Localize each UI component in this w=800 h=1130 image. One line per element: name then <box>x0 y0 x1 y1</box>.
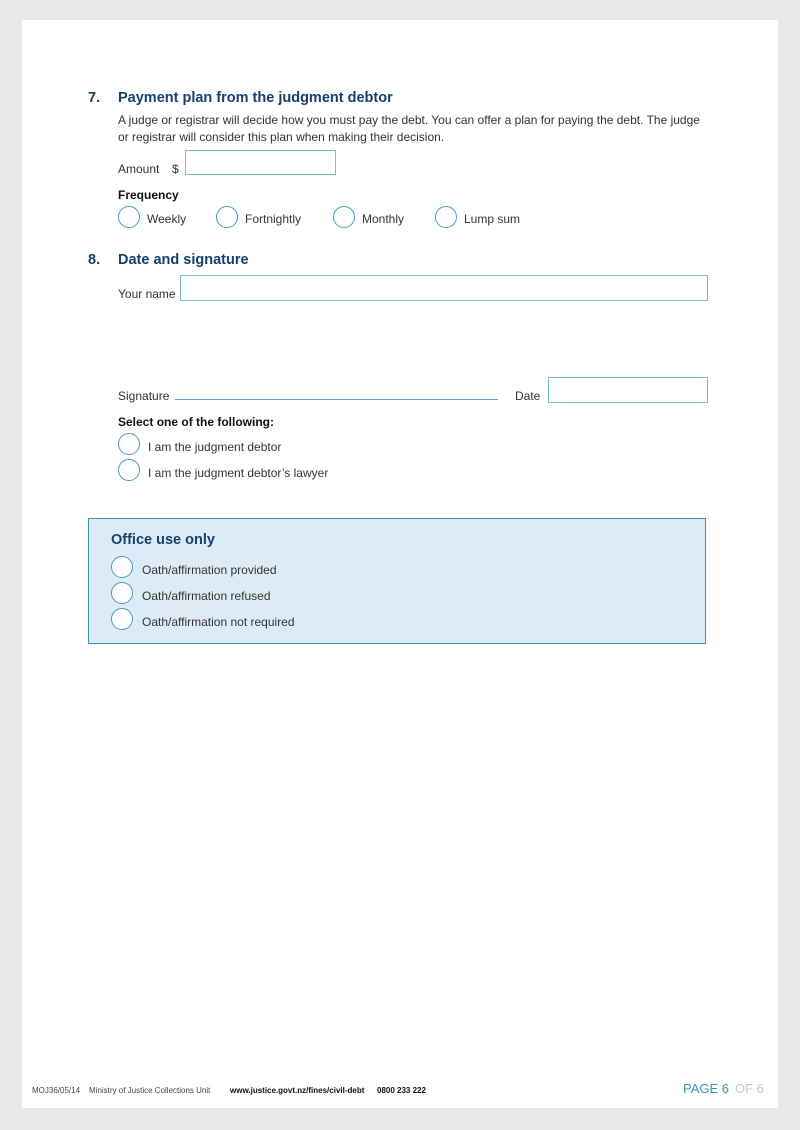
radio-debtor-lawyer[interactable] <box>118 459 140 481</box>
your-name-input[interactable] <box>180 275 708 301</box>
radio-fortnightly[interactable] <box>216 206 238 228</box>
option-fortnightly-label: Fortnightly <box>245 212 302 226</box>
signature-line[interactable] <box>175 399 498 400</box>
option-weekly-label: Weekly <box>147 212 187 226</box>
section-7-number: 7. <box>88 90 101 106</box>
frequency-label: Frequency <box>118 188 179 202</box>
your-name-label: Your name <box>118 287 176 301</box>
signature-label: Signature <box>118 389 170 403</box>
section-8-title: Date and signature <box>118 252 249 268</box>
option-debtor-lawyer-label: I am the judgment debtor’s lawyer <box>148 466 329 480</box>
section-8-number: 8. <box>88 252 101 268</box>
office-use-title: Office use only <box>111 532 215 548</box>
date-label: Date <box>515 389 541 403</box>
radio-weekly[interactable] <box>118 206 140 228</box>
radio-monthly[interactable] <box>333 206 355 228</box>
currency-symbol: $ <box>172 162 179 176</box>
footer-url[interactable]: www.justice.govt.nz/fines/civil-debt <box>230 1086 365 1095</box>
radio-oath-not-required[interactable] <box>111 608 133 630</box>
radio-oath-refused[interactable] <box>111 582 133 604</box>
radio-oath-provided[interactable] <box>111 556 133 578</box>
amount-input[interactable] <box>185 150 336 175</box>
page-total: OF 6 <box>735 1081 764 1096</box>
page-number: PAGE 6 <box>683 1081 730 1096</box>
option-monthly-label: Monthly <box>362 212 405 226</box>
option-oath-not-required-label: Oath/affirmation not required <box>142 615 295 629</box>
footer-phone: 0800 233 222 <box>377 1086 426 1095</box>
section-7-description-1: A judge or registrar will decide how you must pay the debt. You can offer a plan for paying the debt. The judge <box>118 113 700 127</box>
option-judgment-debtor-label: I am the judgment debtor <box>148 440 282 454</box>
option-oath-refused-label: Oath/affirmation refused <box>142 589 271 603</box>
section-7-description-2: or registrar will consider this plan when making their decision. <box>118 130 445 144</box>
footer-org: Ministry of Justice Collections Unit <box>89 1086 211 1095</box>
amount-label: Amount <box>118 162 160 176</box>
radio-judgment-debtor[interactable] <box>118 433 140 455</box>
option-lump-sum-label: Lump sum <box>464 212 521 226</box>
radio-lump-sum[interactable] <box>435 206 457 228</box>
section-7-title: Payment plan from the judgment debtor <box>118 90 393 106</box>
option-oath-provided-label: Oath/affirmation provided <box>142 563 277 577</box>
footer-code: MOJ36/05/14 <box>32 1086 81 1095</box>
date-input[interactable] <box>548 377 708 403</box>
select-one-label: Select one of the following: <box>118 415 274 429</box>
